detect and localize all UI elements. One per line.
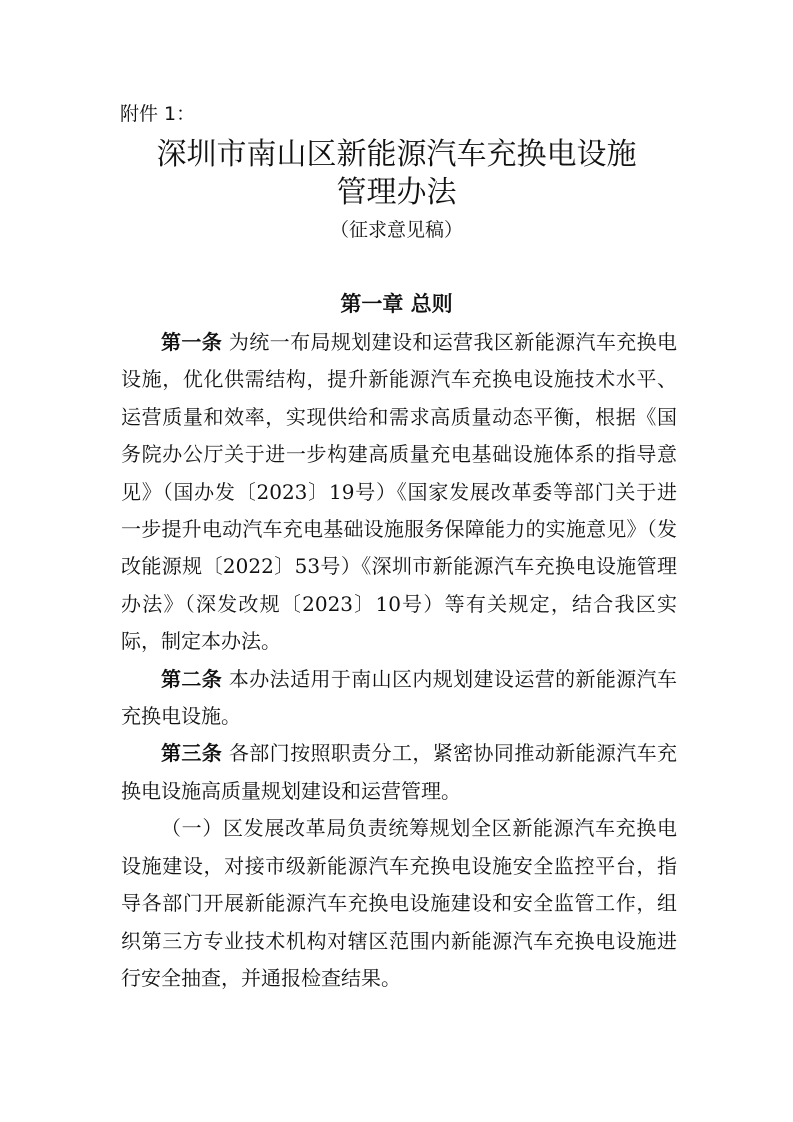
document-title-line-1: 深圳市南山区新能源汽车充换电设施 [156, 137, 637, 172]
document-title-line-2: 管理办法 [336, 175, 457, 210]
article-2-text: 本办法适用于南山区内规划建设运营的新能源汽车充换电设施。 [121, 666, 678, 729]
article-3-paragraph [121, 735, 677, 810]
article-3-number: 第三条 [161, 741, 223, 766]
draft-status-subtitle: （征求意见稿） [329, 219, 463, 241]
document-body [121, 324, 677, 997]
article-2-paragraph [121, 661, 677, 736]
article-3-item-1-paragraph [121, 810, 677, 997]
article-1-number: 第一条 [161, 330, 223, 354]
article-3-item-1-text: （一）区发展改革局负责统筹规划全区新能源汽车充换电设施建设，对接市级新能源汽车充换电设施安全监控平台，指导各部门开展新能源汽车充换电设施建设和安全监管工作，组织第三方专业技术机构对辖区范围内新能源汽车充换电设施进行安全抽查，并通报检查结果。 [121, 816, 677, 990]
chapter-heading: 第一章 总则 [340, 292, 453, 316]
article-3-text: 各部门按照职责分工，紧密协同推动新能源汽车充换电设施高质量规划建设和运营管理。 [121, 741, 678, 803]
article-1-text: 为统一布局规划建设和运营我区新能源汽车充换电设施，优化供需结构，提升新能源汽车充换电设施技术水平、运营质量和效率，实现供给和需求高质量动态平衡，根据《国务院办公厅关于进一步构建高质量充电基础设施体系的指导意见》（国办发〔2023〕19号）《国家发展改革委等部门关于进一步提升电动汽车充电基础设施服务保障能力的实施意见》（发改能源规〔2022〕53号）《深圳市新能源汽车充换电设施管理办法》（深发改规〔2023〕10号）等有关规定，结合我区实际，制定本办法。 [121, 330, 678, 654]
article-2-number: 第二条 [161, 666, 223, 691]
attachment-label: 附件 1： [120, 103, 196, 125]
article-1-paragraph [121, 324, 677, 661]
